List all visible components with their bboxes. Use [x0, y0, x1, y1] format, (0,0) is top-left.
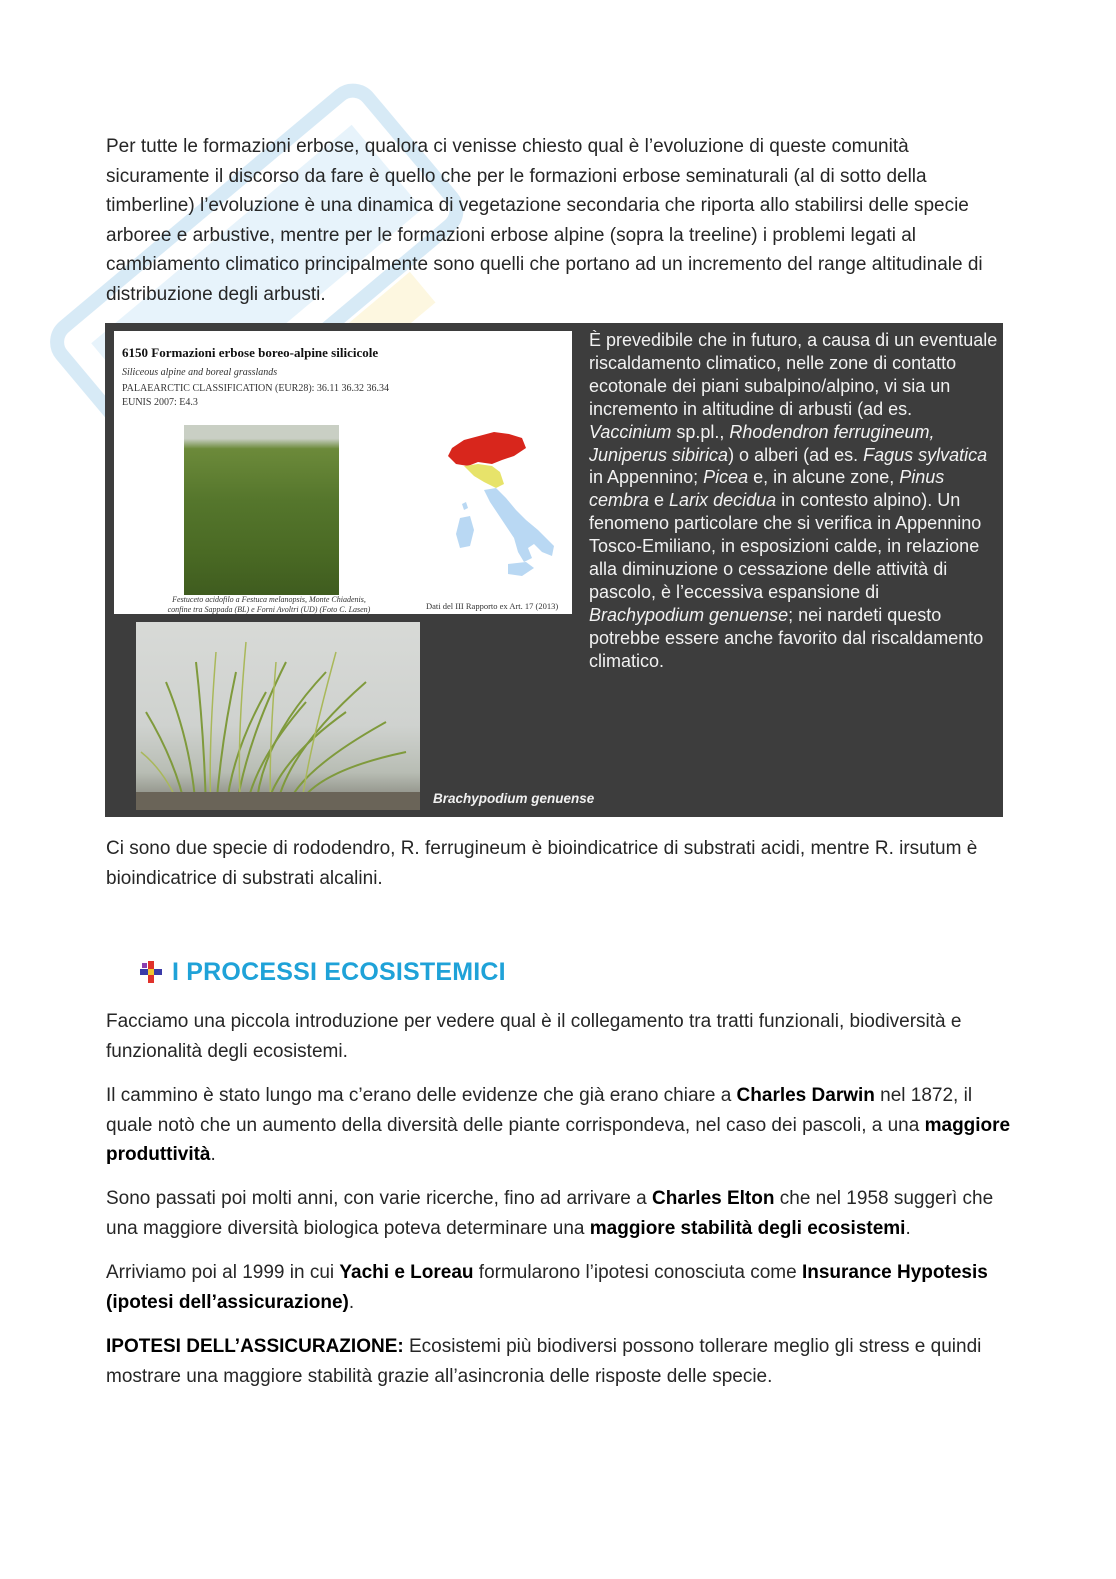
- photo-caption-line-2: confine tra Sappada (BL) e Forni Avoltri (UD) (Foto C. Lasen): [167, 605, 371, 614]
- fig-text-part: sp.pl.,: [671, 421, 730, 442]
- italy-distribution-map: [434, 426, 564, 581]
- yachi-loreau-paragraph: [106, 1258, 1011, 1317]
- text-part: Ecosistemi più biodiversi possono tollerare meglio gli stress e quindi mostrare una maggiore stabilità grazie all’asincronia delle risposte delle specie.: [106, 1336, 982, 1387]
- fig-text-part: e: [649, 490, 670, 511]
- bold-term: maggiore stabilità degli ecosistemi: [589, 1217, 906, 1239]
- section-heading: [138, 955, 506, 989]
- figure-text: [589, 329, 999, 673]
- insurance-hypothesis-paragraph: [106, 1332, 1011, 1391]
- bold-term: Charles Darwin: [736, 1085, 875, 1106]
- fig-text-part: ; nei nardeti questo potrebbe essere anche favorito dal riscaldamento climatico.: [589, 604, 984, 671]
- intro-ecosystem-paragraph: Facciamo una piccola introduzione per vedere qual è il collegamento tra tratti funzionali, biodiversità e funzionalità degli ecosistemi.: [106, 1011, 962, 1062]
- photo-caption: [154, 595, 384, 615]
- fig-text-part: e, in alcune zone,: [748, 467, 900, 488]
- fig-text-part: ) o alberi (ad es.: [728, 444, 864, 465]
- text-part: .: [210, 1144, 216, 1165]
- habitat-card: [114, 331, 572, 614]
- cross-bullet-icon: [138, 959, 164, 985]
- text-part: formularono l’ipotesi conosciuta come: [473, 1262, 802, 1283]
- figure-panel: [105, 323, 1003, 817]
- darwin-paragraph: [106, 1081, 1011, 1170]
- text-part: nel 1872, il quale notò che un aumento della diversità delle piante corrispondeva, nel caso dei pascoli, a una: [106, 1085, 973, 1136]
- bold-term: maggiore produttività: [106, 1114, 1011, 1165]
- species-name: Brachypodium genuense: [589, 604, 789, 625]
- bold-term: Yachi e Loreau: [339, 1262, 474, 1283]
- photo2-caption: Brachypodium genuense: [433, 791, 595, 806]
- map-source: Dati del III Rapporto ex Art. 17 (2013): [426, 601, 559, 611]
- text-part: Sono passati poi molti anni, con varie ricerche, fino ad arrivare a: [106, 1188, 652, 1209]
- species-name: Pinus cembra: [589, 467, 945, 511]
- text-part: che nel 1958 suggerì che una maggiore diversità biologica poteva determinare una: [106, 1188, 994, 1239]
- card-classification: PALAEARCTIC CLASSIFICATION (EUR28): 36.11 36.32 36.34: [122, 383, 390, 394]
- bold-term: Insurance Hypotesis (ipotesi dell’assicurazione): [106, 1262, 988, 1313]
- text-part: Arriviamo poi al 1999 in cui: [106, 1262, 340, 1283]
- fig-text-part: È prevedibile che in futuro, a causa di un eventuale riscaldamento climatico, nelle zone di contatto ecotonale dei piani subalpino/alpino, vi sia un incremento in altitudine di arbusti (ad es.: [589, 330, 998, 419]
- card-title: 6150 Formazioni erbose boreo-alpine silicicole: [122, 345, 379, 360]
- bold-term: Charles Elton: [652, 1188, 775, 1209]
- brachypodium-photo: [136, 622, 420, 810]
- section-title: I PROCESSI ECOSISTEMICI: [172, 957, 506, 986]
- species-name: Larix decidua: [669, 490, 777, 511]
- rhododendron-paragraph: Ci sono due specie di rododendro, R. ferrugineum è bioindicatrice di substrati acidi, mentre R. irsutum è bioindicatrice di substrati alcalini.: [106, 838, 978, 889]
- intro-paragraph: Per tutte le formazioni erbose, qualora ci venisse chiesto qual è l’evoluzione di queste comunità sicuramente il discorso da fare è quello che per le formazioni erbose seminaturali (al di sotto della timberline) l’evoluzione è una dinamica di vegetazione secondaria che riporta allo stabilirsi delle specie arboree e arbustive, mentre per le formazioni erbose alpine (sopra la treeline) i problemi legati al cambiamento climatico principalmente sono quelli che portano ad un incremento del range altitudinale di distribuzione degli arbusti.: [106, 136, 983, 305]
- species-name: Rhodendron ferrugineum, Juniperus sibirica: [589, 421, 935, 465]
- text-part: Il cammino è stato lungo ma c’erano delle evidenze che già erano chiare a: [106, 1085, 737, 1106]
- card-eunis: EUNIS 2007: E4.3: [122, 397, 198, 408]
- photo-caption-line-1: Festuceto acidofilo a Festuca melanopsis, Monte Chiadenis,: [172, 595, 366, 604]
- card-subtitle: Siliceous alpine and boreal grasslands: [122, 367, 278, 378]
- species-name: Fagus sylvatica: [863, 444, 988, 465]
- grass-illustration: [136, 622, 420, 810]
- grassland-photo: [184, 425, 339, 595]
- elton-paragraph: [106, 1184, 1011, 1243]
- fig-text-part: in contesto alpino). Un fenomeno particolare che si verifica in Appennino Tosco-Emiliano, in esposizioni calde, in relazione alla diminuzione o cessazione delle attività di pascolo, è l’eccessiva espansione di: [589, 490, 982, 602]
- text-part: .: [905, 1217, 911, 1239]
- bold-term: IPOTESI DELL’ASSICURAZIONE:: [106, 1336, 404, 1357]
- species-name: Picea: [703, 467, 749, 488]
- species-name: Vaccinium: [589, 421, 672, 442]
- fig-text-part: in Appennino;: [589, 467, 704, 488]
- text-part: .: [348, 1291, 355, 1313]
